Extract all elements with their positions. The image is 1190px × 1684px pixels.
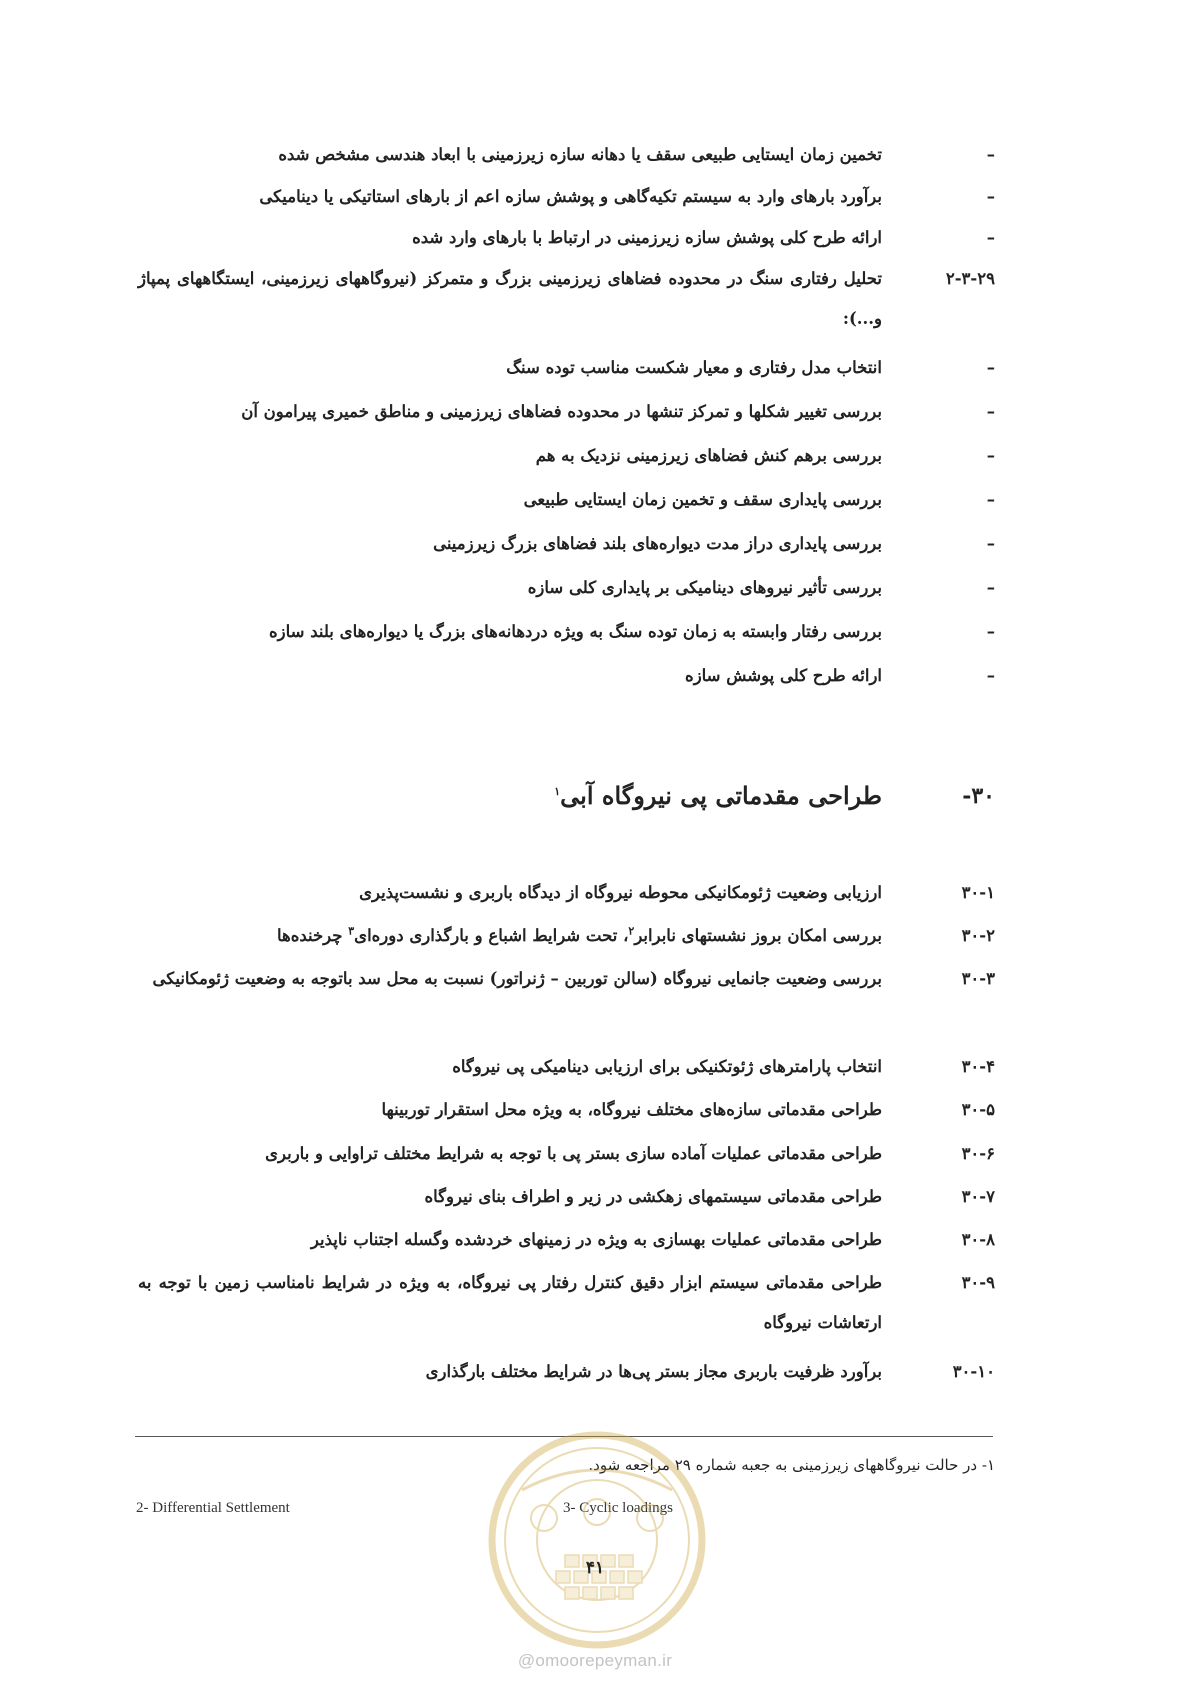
page-number: ۴۱ [585, 1558, 605, 1578]
item-text: بررسی برهم کنش فضاهای زیرزمینی نزدیک به هم [535, 446, 882, 465]
item-text: طراحی مقدماتی سازه‌های مختلف نیروگاه، به ویژه محل استقرار توربینها [381, 1100, 882, 1119]
item-text: طراحی مقدماتی عملیات آماده سازی بستر پی با توجه به شرایط مختلف تراوایی و باربری [265, 1144, 882, 1163]
list-item [0, 612, 1190, 652]
numbered-item [0, 1047, 1190, 1087]
dash-marker: – [986, 145, 995, 164]
item-number: ۳۰-۴ [961, 1057, 995, 1076]
footnote-ref: ۳ [348, 924, 355, 938]
item-text: طراحی مقدماتی سیستمهای زهکشی در زیر و اطراف بنای نیروگاه [424, 1187, 882, 1206]
footnote-2: 2- Differential Settlement [136, 1500, 290, 1516]
footnote-3: 3- Cyclic loadings [563, 1500, 673, 1516]
item-text-part: ، تحت شرایط اشباع و بارگذاری دوره‌ای [354, 926, 629, 945]
list-item [0, 480, 1190, 520]
item-text: بررسی پایداری دراز مدت دیواره‌های بلند فضاهای بزرگ زیرزمینی [433, 534, 882, 553]
dash-marker: – [986, 534, 995, 553]
item-number: ۲-۳-۲۹ [945, 269, 995, 288]
dash-marker: – [986, 187, 995, 206]
item-text: تحلیل رفتاری سنگ در محدوده فضاهای زیرزمینی بزرگ و متمرکز (نیروگاههای زیرزمینی، ایستگاههای پمپاژ و...): [138, 269, 882, 328]
dash-marker: – [986, 402, 995, 421]
item-number: ۳۰-۶ [961, 1144, 995, 1163]
list-item [0, 218, 1190, 258]
footnote-1: ۱- در حالت نیروگاههای زیرزمینی به جعبه شماره ۲۹ مراجعه شود. [588, 1456, 995, 1474]
dash-marker: – [986, 490, 995, 509]
item-text: بررسی تغییر شکلها و تمرکز تنشها در محدوده فضاهای زیرزمینی و مناطق خمیری پیرامون آن [241, 402, 882, 421]
list-item [0, 392, 1190, 432]
site-watermark [0, 1651, 1190, 1671]
item-text: انتخاب مدل رفتاری و معیار شکست مناسب توده سنگ [506, 358, 882, 377]
item-number: ۳۰-۷ [961, 1187, 995, 1206]
numbered-item [0, 1352, 1190, 1392]
item-text: انتخاب پارامترهای ژئوتکنیکی برای ارزیابی دینامیکی پی نیروگاه [452, 1057, 882, 1076]
item-number: ۳۰-۵ [961, 1100, 995, 1119]
item-number: ۳۰-۳ [961, 969, 995, 988]
list-item [0, 348, 1190, 388]
dash-marker: – [986, 666, 995, 685]
numbered-item [0, 1220, 1190, 1260]
numbered-item [0, 1263, 1190, 1347]
item-text: بررسی پایداری سقف و تخمین زمان ایستایی طبیعی [523, 490, 882, 509]
item-text: طراحی مقدماتی عملیات بهسازی به ویژه در زمینهای خردشده وگسله اجتناب ناپذیر [310, 1230, 882, 1249]
numbered-item [0, 259, 1190, 343]
item-number: ۳۰-۸ [961, 1230, 995, 1249]
dash-marker: – [986, 578, 995, 597]
list-item [0, 656, 1190, 696]
item-text: بررسی وضعیت جانمایی نیروگاه (سالن توربین – ژنراتور) نسبت به محل سد باتوجه به وضعیت ژئومکانیکی [152, 969, 882, 988]
list-item [0, 436, 1190, 476]
footnote-divider [135, 1436, 993, 1437]
list-item [0, 524, 1190, 564]
item-text: برآورد ظرفیت باربری مجاز بستر پی‌ها در شرایط مختلف بارگذاری [425, 1362, 882, 1381]
section-title-text: طراحی مقدماتی پی نیروگاه آبی [560, 781, 882, 810]
item-number: ۳۰-۹ [961, 1273, 995, 1292]
section-title [554, 771, 882, 821]
at-icon: @ [517, 1651, 536, 1670]
section-number: ۳۰- [962, 783, 995, 809]
list-item [0, 177, 1190, 217]
numbered-item [0, 1134, 1190, 1174]
dash-marker: – [986, 622, 995, 641]
list-item [0, 135, 1190, 175]
dash-marker: – [986, 228, 995, 247]
dash-marker: – [986, 446, 995, 465]
item-text-part: چرخنده‌ها [276, 926, 349, 945]
item-text [277, 916, 882, 956]
item-text: طراحی مقدماتی سیستم ابزار دقیق کنترل رفتار پی نیروگاه، به ویژه در شرایط نامناسب زمین با توجه به ارتعاشات نیروگاه [138, 1273, 882, 1332]
item-text: ارائه طرح کلی پوشش سازه زیرزمینی در ارتباط با بارهای وارد شده [412, 228, 882, 247]
item-number: ۳۰-۱ [961, 883, 995, 902]
numbered-item [0, 1090, 1190, 1130]
item-text: بررسی تأثیر نیروهای دینامیکی بر پایداری کلی سازه [527, 578, 882, 597]
item-number: ۳۰-۲ [961, 926, 995, 945]
footnote-ref: ۲ [628, 924, 635, 938]
numbered-item [0, 873, 1190, 913]
list-item [0, 568, 1190, 608]
item-number: ۳۰-۱۰ [952, 1362, 995, 1381]
item-text: ارزیابی وضعیت ژئومکانیکی محوطه نیروگاه از دیدگاه باربری و نشست‌پذیری [359, 883, 882, 902]
section-heading [0, 771, 1190, 821]
numbered-item [0, 1177, 1190, 1217]
footnote-ref: ۱ [554, 785, 561, 798]
site-url: omoorepeyman.ir [535, 1651, 673, 1670]
item-text-part: بررسی امکان بروز نشستهای نابرابر [634, 926, 882, 945]
dash-marker: – [986, 358, 995, 377]
item-text: برآورد بارهای وارد به سیستم تکیه‌گاهی و پوشش سازه اعم از بارهای استاتیکی یا دینامیکی [259, 187, 882, 206]
item-text: بررسی رفتار وابسته به زمان توده سنگ به ویژه دردهانه‌های بزرگ یا دیواره‌های بلند سازه [269, 622, 882, 641]
item-text: ارائه طرح کلی پوشش سازه [685, 666, 882, 685]
item-text: تخمین زمان ایستایی طبیعی سقف یا دهانه سازه زیرزمینی با ابعاد هندسی مشخص شده [278, 145, 882, 164]
numbered-item [0, 916, 1190, 956]
numbered-item [0, 959, 1190, 1043]
